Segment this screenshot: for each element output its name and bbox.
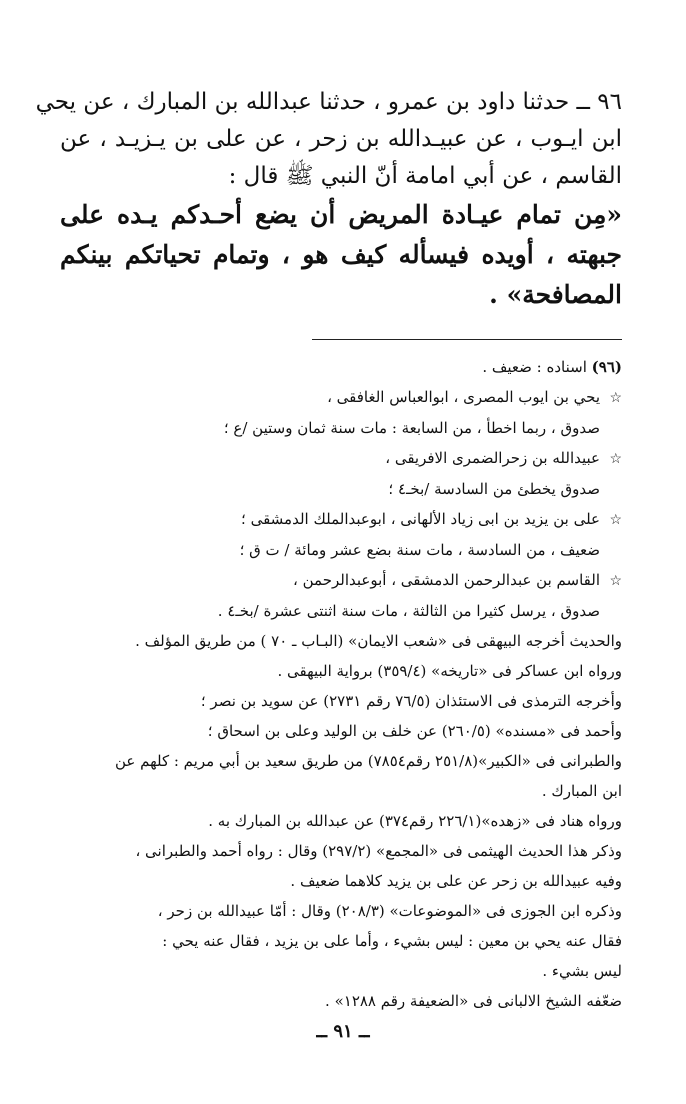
- takhrij-line: ابن المبارك .: [541, 782, 622, 800]
- takhrij-line: وذكره ابن الجوزى فى «الموضوعات» (٢٠٨/٣) وقال : أمّا عبيدالله بن زحر ،: [157, 902, 622, 920]
- hadith-block: [35, 84, 622, 315]
- star-icon: ☆: [609, 573, 622, 589]
- narrator-name: [60, 382, 622, 413]
- footnote-number: (٩٦): [591, 358, 622, 376]
- takhrij-line: ليس بشيء .: [542, 962, 622, 980]
- narrator-detail: صدوق يخطئ من السادسة /بخ‍ـ٤ ؛: [388, 480, 600, 498]
- narrator-name: [60, 565, 622, 596]
- takhrij-line: وأحمد فى «مسنده» (٢٦٠/٥) عن خلف بن الوليد وعلى بن اسحاق ؛: [207, 722, 622, 740]
- takhrij-line: والحديث أخرجه البيهقى فى «شعب الايمان» (البـاب ـ ٧٠ ) من طريق المؤلف .: [135, 632, 622, 650]
- footnote-heading-text: اسناده : ضعيف .: [482, 358, 587, 376]
- matn-line-3: المصافحة» .: [489, 280, 622, 309]
- narrator-detail: ضعيف ، من السادسة ، مات سنة بضع عشر ومائة / ت ق ؛: [239, 541, 600, 559]
- narrator-name: [60, 504, 622, 535]
- narrator-name-text: على بن يزيد بن ابى زياد الألهانى ، ابوعبدالملك الدمشقى ؛: [241, 510, 600, 528]
- takhrij-line: وفيه عبيدالله بن زحر عن على بن يزيد كلاهما ضعيف .: [290, 872, 622, 890]
- takhrij-line: ورواه ابن عساكر فى «تاريخه» (٣٥٩/٤) برواية البيهقى .: [277, 662, 622, 680]
- narrator-name-text: القاسم بن عبدالرحمن الدمشقى ، أبوعبدالرحمن ،: [293, 571, 600, 589]
- star-icon: ☆: [609, 451, 622, 467]
- footnote-divider: [312, 339, 622, 340]
- isnad-line-2: ابن ايـوب ، عن عبيـدالله بن زحر ، عن على بن يـزيـد ، عن: [60, 126, 622, 152]
- takhrij-line: ورواه هناد فى «زهده»(٢٢٦/١ رقم٣٧٤) عن عبدالله بن المبارك به .: [208, 812, 622, 830]
- takhrij-line: ضعّفه الشيخ الالبانى فى «الضعيفة رقم ١٢٨٨» .: [325, 992, 622, 1010]
- star-icon: ☆: [609, 512, 622, 528]
- narrator-detail: صدوق ، ربما اخطأ ، من السابعة : مات سنة ثمان وستين /ع ؛: [223, 419, 600, 437]
- footnote-heading: [60, 352, 622, 382]
- matn-line-1: «مِن تمام عيـادة المريض أن يضع أحـدكم يـده على: [60, 200, 622, 229]
- narrator-name-text: عبيدالله بن زحرالضمرى الافريقى ،: [385, 449, 600, 467]
- footnotes: [60, 352, 622, 1016]
- takhrij-line: فقال عنه يحي بن معين : ليس بشيء ، وأما على بن يزيد ، فقال عنه يحي :: [162, 932, 622, 950]
- takhrij-line: وذكر هذا الحديث الهيثمى فى «المجمع» (٢٩٧/٢) وقال : رواه أحمد والطبرانى ،: [135, 842, 622, 860]
- narrator-detail: صدوق ، يرسل كثيرا من الثالثة ، مات سنة اثنتى عشرة /بخ‍ـ٤ .: [217, 602, 600, 620]
- matn-line-2: جبهته ، أويده فيسأله كيف هو ، وتمام تحياتكم بينكم: [60, 240, 622, 269]
- narrator-name-text: يحي بن ايوب المصرى ، ابوالعباس الغافقى ،: [327, 388, 600, 406]
- star-icon: ☆: [609, 390, 622, 406]
- page-number: ــ ٩١ ــ: [316, 1021, 370, 1042]
- isnad-line-1: ٩٦ ــ حدثنا داود بن عمرو ، حدثنا عبدالله بن المبارك ، عن يحي: [35, 89, 622, 115]
- takhrij-line: والطبرانى فى «الكبير»(٢٥١/٨ رقم٧٨٥٤) من طريق سعيد بن أبي مريم : كلهم عن: [114, 752, 622, 770]
- isnad-line-3: القاسم ، عن أبي امامة أنّ النبي ﷺ قال :: [228, 163, 622, 189]
- narrator-name: [60, 443, 622, 474]
- takhrij-line: وأخرجه الترمذى فى الاستئذان (٧٦/٥ رقم ٢٧٣١) عن سويد بن نصر ؛: [200, 692, 622, 710]
